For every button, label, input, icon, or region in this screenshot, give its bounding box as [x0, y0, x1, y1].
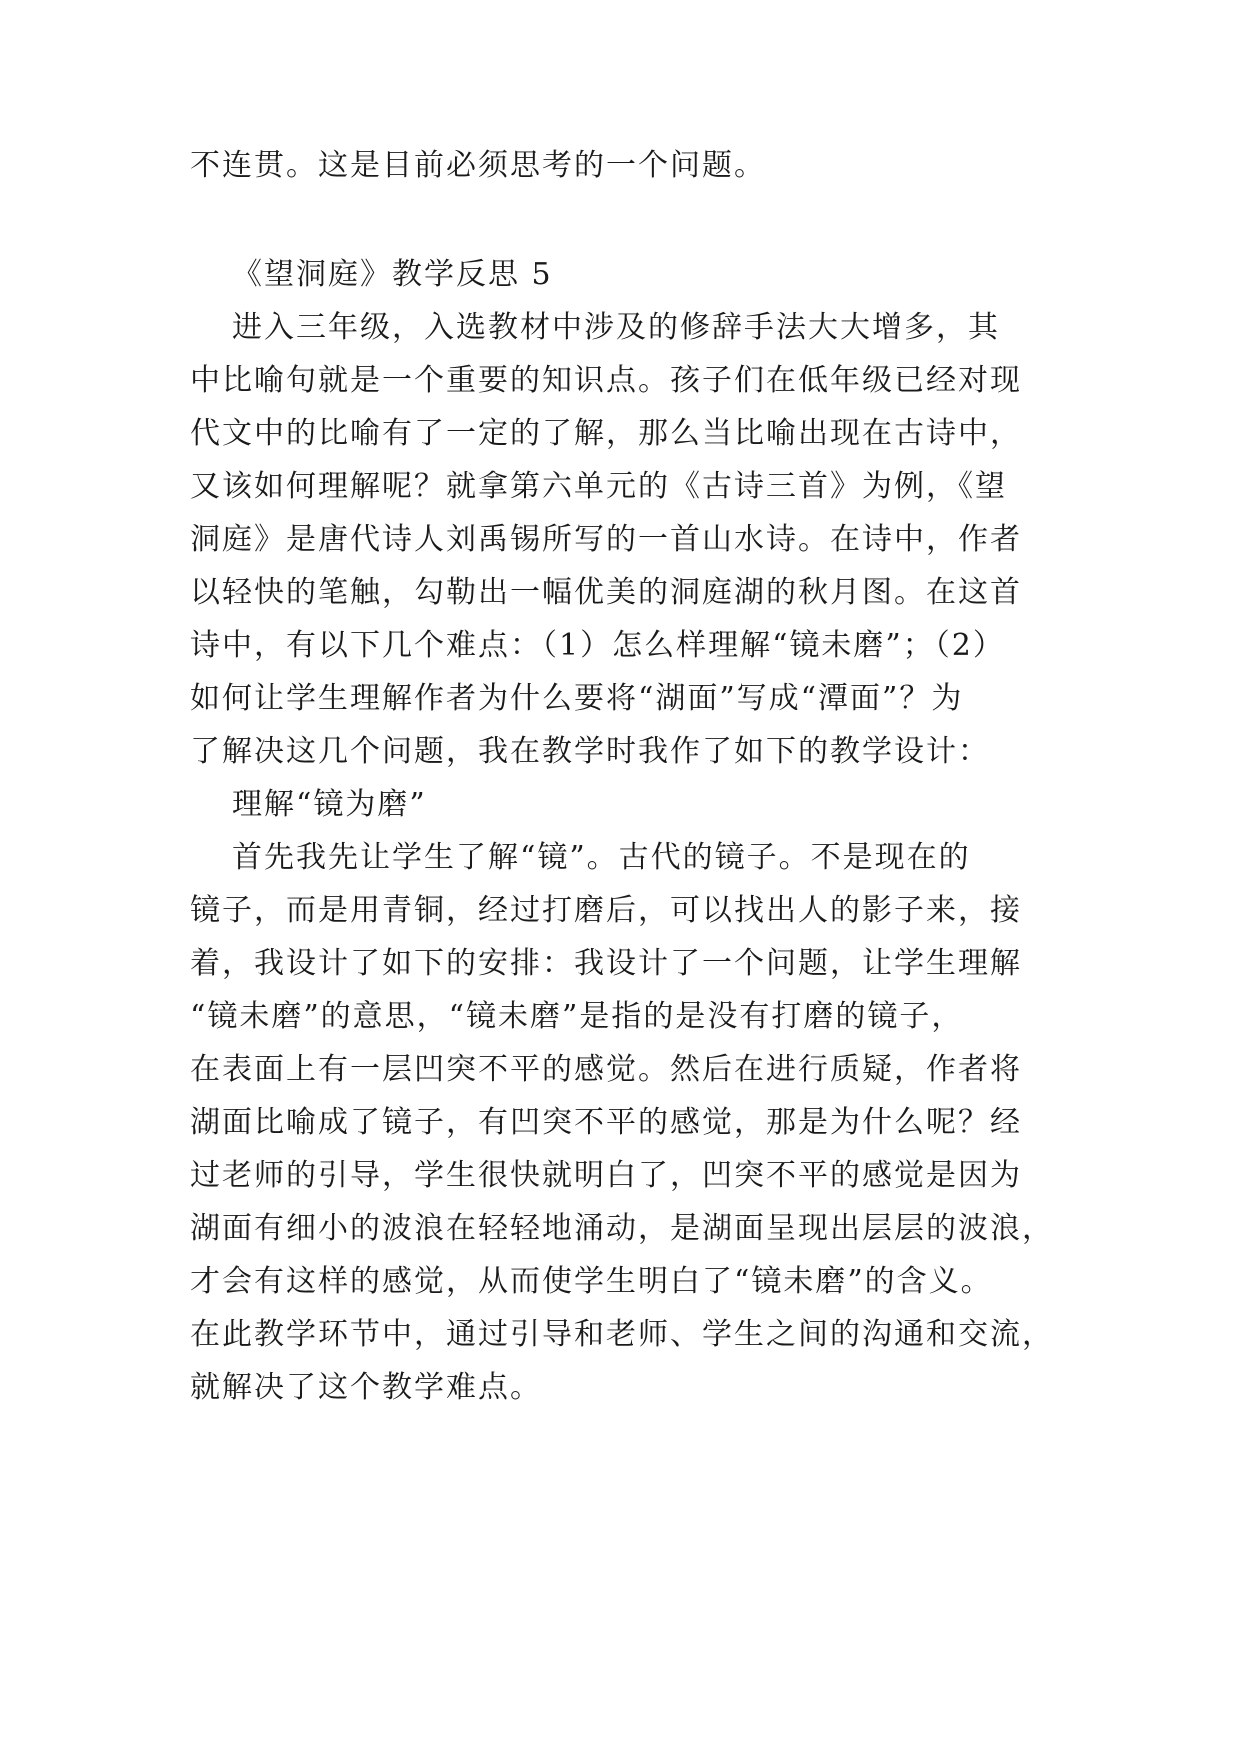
paragraph-line: 洞庭》是唐代诗人刘禹锡所写的一首山水诗。在诗中，作者 — [190, 522, 1022, 557]
paragraph-line: 湖面比喻成了镜子，有凹突不平的感觉，那是为什么呢？经 — [190, 1105, 1022, 1140]
paragraph-line: 中比喻句就是一个重要的知识点。孩子们在低年级已经对现 — [190, 363, 1022, 398]
paragraph-line: 了解决这几个问题，我在教学时我作了如下的教学设计： — [190, 734, 990, 769]
subheading-line: 理解“镜为磨” — [232, 787, 427, 822]
paragraph-line: 着，我设计了如下的安排：我设计了一个问题，让学生理解 — [190, 946, 1022, 981]
paragraph-line: 在此教学环节中，通过引导和老师、学生之间的沟通和交流， — [190, 1317, 1054, 1352]
paragraph-line: 如何让学生理解作者为什么要将“湖面”写成“潭面”？为 — [190, 681, 964, 716]
paragraph-line: 以轻快的笔触，勾勒出一幅优美的洞庭湖的秋月图。在这首 — [190, 575, 1022, 610]
paragraph-line: 湖面有细小的波浪在轻轻地涌动，是湖面呈现出层层的波浪， — [190, 1211, 1054, 1246]
paragraph-line: 就解决了这个教学难点。 — [190, 1370, 542, 1405]
paragraph-line: 过老师的引导，学生很快就明白了，凹突不平的感觉是因为 — [190, 1158, 1022, 1193]
paragraph-line: 在表面上有一层凹突不平的感觉。然后在进行质疑，作者将 — [190, 1052, 1022, 1087]
paragraph-line: 诗中，有以下几个难点：（1）怎么样理解“镜未磨”；（2） — [190, 628, 1005, 663]
paragraph-line: 又该如何理解呢？就拿第六单元的《古诗三首》为例，《望 — [190, 469, 1007, 504]
paragraph-line: 才会有这样的感觉，从而使学生明白了“镜未磨”的含义。 — [190, 1264, 993, 1299]
section-heading: 《望洞庭》教学反思 5 — [232, 257, 553, 292]
paragraph-line: 镜子，而是用青铜，经过打磨后，可以找出人的影子来，接 — [190, 893, 1022, 928]
paragraph-continuation-line: 不连贯。这是目前必须思考的一个问题。 — [190, 148, 766, 183]
paragraph-line: 首先我先让学生了解“镜”。古代的镜子。不是现在的 — [232, 840, 971, 875]
paragraph-line: “镜未磨”的意思，“镜未磨”是指的是没有打磨的镜子， — [190, 999, 964, 1034]
paragraph-line: 代文中的比喻有了一定的了解，那么当比喻出现在古诗中， — [190, 416, 1022, 451]
paragraph-line: 进入三年级，入选教材中涉及的修辞手法大大增多，其 — [232, 310, 1000, 345]
